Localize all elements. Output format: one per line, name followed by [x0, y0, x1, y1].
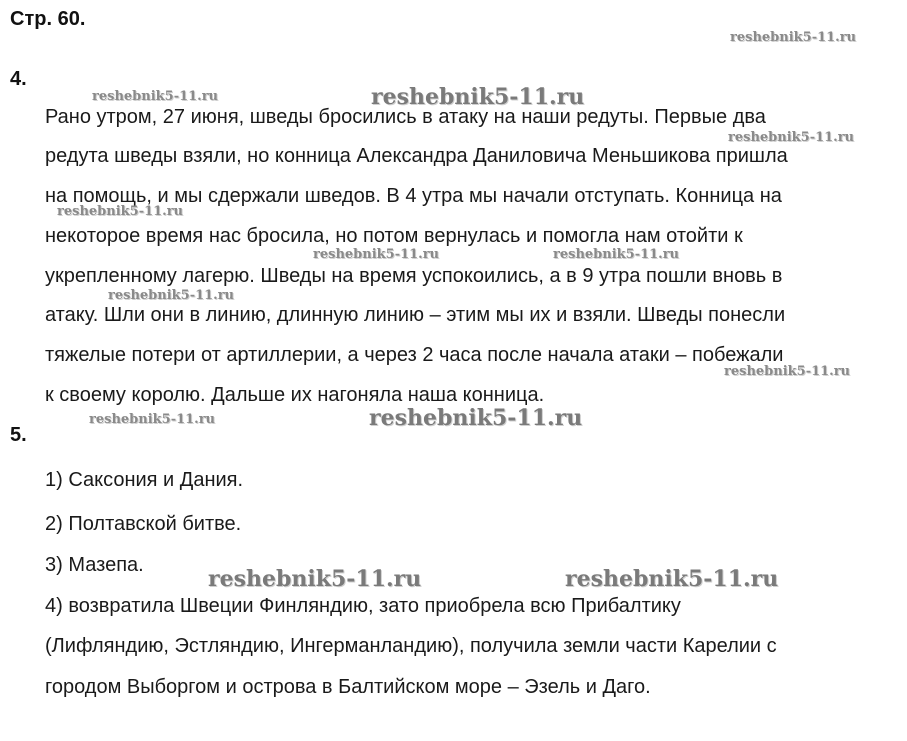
answer-item: 3) Мазепа. [45, 554, 144, 576]
answer-item: 1) Саксония и Дания. [45, 469, 244, 491]
watermark: reshebnik5-11.ru [108, 288, 235, 303]
watermark: reshebnik5-11.ru [724, 364, 851, 379]
answer-item: городом Выборгом и острова в Балтийском море – Эзель и Даго. [45, 676, 651, 698]
watermark: reshebnik5-11.ru [92, 89, 219, 104]
paragraph-line: редута шведы взяли, но конница Александра Даниловича Меньшикова пришла [45, 145, 788, 167]
paragraph-line: на помощь, и мы сдержали шведов. В 4 утра мы начали отступать. Конница на [45, 185, 782, 207]
answer-item: 2) Полтавской битве. [45, 513, 242, 535]
answer-item: (Лифляндию, Эстляндию, Ингерманландию), получила земли части Карелии с [45, 635, 777, 657]
watermark: reshebnik5-11.ru [565, 566, 779, 592]
watermark: reshebnik5-11.ru [57, 204, 184, 219]
task-4-number: 4. [10, 68, 27, 90]
watermark: reshebnik5-11.ru [371, 84, 585, 110]
page-title: Стр. 60. [10, 8, 86, 30]
paragraph-line: некоторое время нас бросила, но потом вернулась и помогла нам отойти к [45, 225, 743, 247]
watermark: reshebnik5-11.ru [730, 30, 857, 45]
watermark: reshebnik5-11.ru [89, 412, 216, 427]
watermark: reshebnik5-11.ru [728, 130, 855, 145]
watermark: reshebnik5-11.ru [553, 247, 680, 262]
paragraph-line: к своему королю. Дальше их нагоняла наша конница. [45, 384, 545, 406]
paragraph-line: атаку. Шли они в линию, длинную линию – этим мы их и взяли. Шведы понесли [45, 304, 786, 326]
task-5-number: 5. [10, 424, 27, 446]
watermark: reshebnik5-11.ru [208, 566, 422, 592]
paragraph-line: тяжелые потери от артиллерии, а через 2 часа после начала атаки – побежали [45, 344, 784, 366]
paragraph-line: Рано утром, 27 июня, шведы бросились в атаку на наши редуты. Первые два [45, 106, 766, 128]
watermark: reshebnik5-11.ru [313, 247, 440, 262]
watermark: reshebnik5-11.ru [369, 405, 583, 431]
paragraph-line: укрепленному лагерю. Шведы на время успокоились, а в 9 утра пошли вновь в [45, 265, 783, 287]
answer-item: 4) возвратила Швеции Финляндию, зато приобрела всю Прибалтику [45, 595, 681, 617]
